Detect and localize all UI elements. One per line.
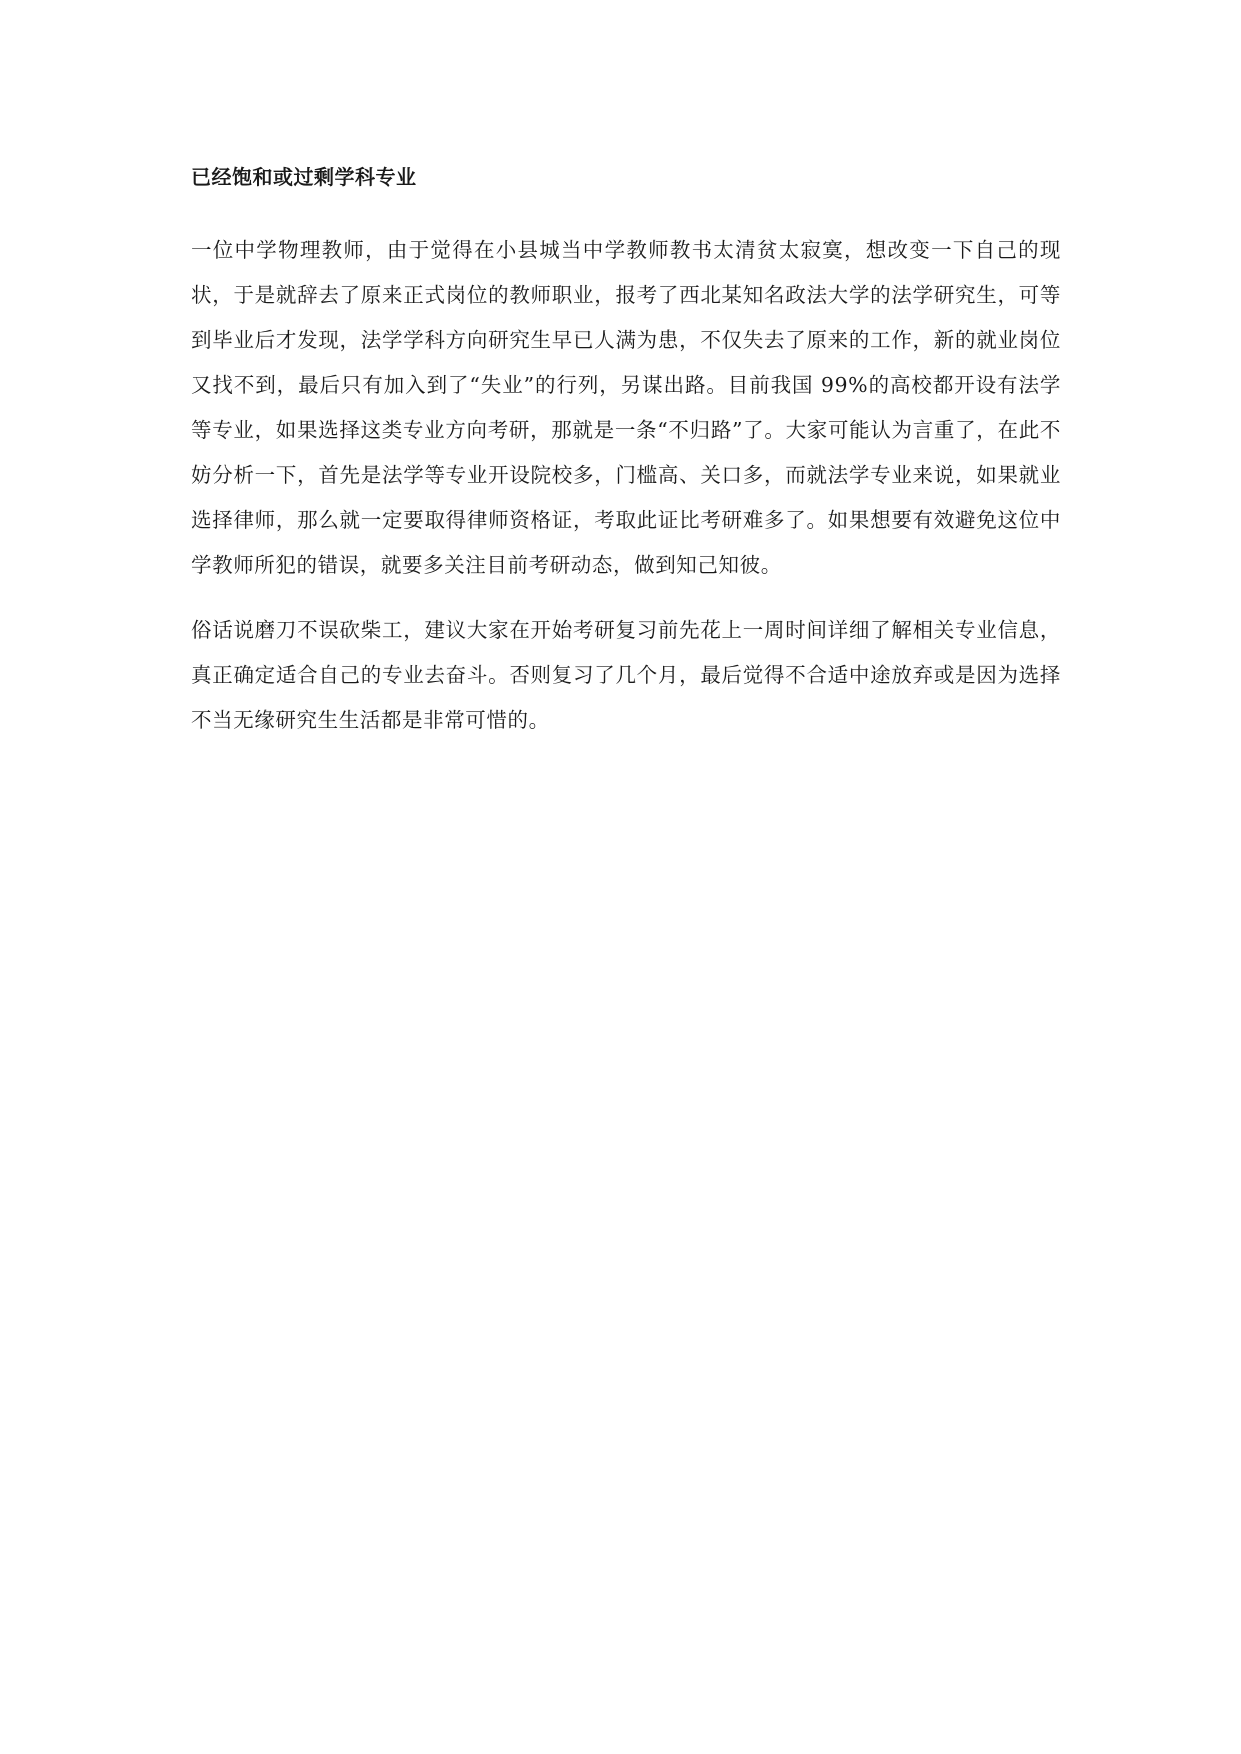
paragraph-1: 一位中学物理教师，由于觉得在小县城当中学教师教书太清贫太寂寞，想改变一下自己的现状，于是就辞去了原来正式岗位的教师职业，报考了西北某知名政法大学的法学研究生，可等到毕业后才发现，法学学科方向研究生早已人满为患，不仅失去了原来的工作，新的就业岗位又找不到，最后只有加入到了“失业”的行列，另谋出路。目前我国 99%的高校都开设有法学等专业，如果选择这类专业方向考研，那就是一条“不归路”了。大家可能认为言重了，在此不妨分析一下，首先是法学等专业开设院校多，门槛高、关口多，而就法学专业来说，如果就业选择律师，那么就一定要取得律师资格证，考取此证比考研难多了。如果想要有效避免这位中学教师所犯的错误，就要多关注目前考研动态，做到知己知彼。 bbox=[191, 238, 1061, 577]
document-body bbox=[191, 162, 1061, 763]
paragraph-2: 俗话说磨刀不误砍柴工，建议大家在开始考研复习前先花上一周时间详细了解相关专业信息，真正确定适合自己的专业去奋斗。否则复习了几个月，最后觉得不合适中途放弃或是因为选择不当无缘研究生生活都是非常可惜的。 bbox=[191, 618, 1061, 732]
section-heading: 已经饱和或过剩学科专业 bbox=[191, 165, 417, 189]
